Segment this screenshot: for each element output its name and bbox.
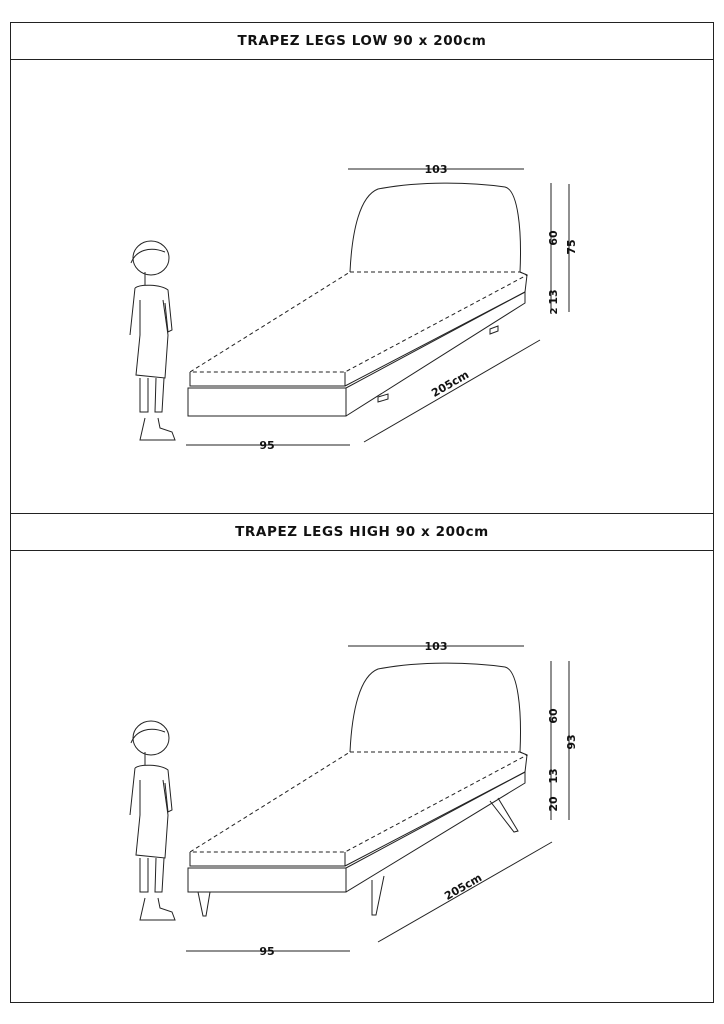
dim-width: 95	[259, 439, 275, 452]
dim-total-height: 75	[565, 239, 578, 255]
dim-length: 205cm	[442, 871, 485, 903]
bed-diagram-high	[0, 480, 724, 992]
dim-headboard-width: 103	[424, 640, 448, 653]
dim-leg-height: 2	[549, 307, 560, 315]
dim-total-height: 93	[565, 734, 578, 750]
dim-headboard-height: 60	[547, 230, 560, 246]
dim-width: 95	[259, 945, 275, 958]
dim-headboard-height: 60	[547, 708, 560, 724]
panel-title: TRAPEZ LEGS LOW 90 x 200cm	[11, 23, 713, 60]
dim-headboard-width: 103	[424, 163, 448, 176]
dim-frame-height: 13	[547, 768, 560, 784]
dim-length: 205cm	[429, 368, 472, 400]
dim-frame-height: 13	[547, 289, 560, 305]
panel-title: TRAPEZ LEGS HIGH 90 x 200cm	[11, 514, 713, 551]
person-figure	[130, 721, 175, 920]
dim-leg-height: 20	[547, 796, 560, 812]
person-figure	[130, 241, 175, 440]
